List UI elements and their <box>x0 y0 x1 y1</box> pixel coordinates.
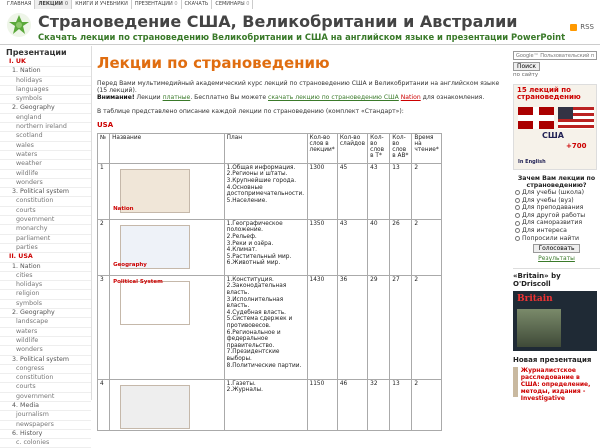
cell-plan <box>224 379 307 430</box>
cell-name <box>110 275 225 379</box>
cell-time: 2 <box>412 275 442 379</box>
new-presentation[interactable] <box>513 367 600 402</box>
plan-item: 2.Рельеф. <box>226 234 257 240</box>
table-row <box>98 275 442 379</box>
poll-option-label: Для саморазвития <box>522 219 583 227</box>
promo-line2: страноведению <box>517 93 581 101</box>
nav-books[interactable]: КНИГИ И УЧЕБНИКИ <box>72 0 132 9</box>
sidebar-item[interactable]: monarchy <box>0 225 91 234</box>
section-usa: USA <box>97 120 114 129</box>
sidebar-item[interactable]: 1. Nation <box>0 67 91 76</box>
nav-presentations[interactable] <box>132 0 182 9</box>
cell-plan <box>224 275 307 379</box>
poll-option[interactable] <box>513 219 600 227</box>
sidebar-item[interactable]: symbols <box>0 95 91 104</box>
cell-slides: 45 <box>337 163 367 219</box>
sidebar-item[interactable]: courts <box>0 383 91 392</box>
cell-t: 29 <box>368 275 390 379</box>
cell-plan <box>224 219 307 275</box>
poll-option-label: Для другой работы <box>522 211 586 219</box>
plan-item: 1.Общая информация. <box>226 164 296 171</box>
poll-option[interactable] <box>513 235 600 243</box>
col-ab: Кол-во слов в АВ* <box>390 133 412 163</box>
sidebar-item[interactable]: religion <box>0 290 91 299</box>
col-words: Кол-во слов в лекции* <box>307 133 337 163</box>
col-plan: План <box>224 133 307 163</box>
book-cover-title: Britain <box>517 294 553 305</box>
sidebar-item[interactable]: congress <box>0 365 91 374</box>
poll-options <box>513 189 600 242</box>
sidebar-item[interactable]: wildlife <box>0 170 91 179</box>
sidebar-list <box>0 58 91 448</box>
cell-name <box>110 219 225 275</box>
sidebar-item[interactable]: wonders <box>0 179 91 188</box>
presentations-sidebar <box>0 46 92 447</box>
radio-icon[interactable] <box>515 190 520 195</box>
cell-time: 2 <box>412 163 442 219</box>
main-content <box>93 46 511 400</box>
cell-words: 1300 <box>307 163 337 219</box>
radio-icon[interactable] <box>515 228 520 233</box>
plan-item: 8.Политические партии. <box>226 362 302 369</box>
sidebar-item[interactable]: 4. Media <box>0 402 91 411</box>
sidebar-item[interactable]: england <box>0 114 91 123</box>
promo-line1: 15 лекций по <box>517 86 571 94</box>
cell-ab: 27 <box>390 275 412 379</box>
cell-slides: 43 <box>337 219 367 275</box>
lecture-name[interactable]: Nation <box>113 205 134 212</box>
sidebar-item[interactable]: waters <box>0 151 91 160</box>
sidebar-item[interactable]: newspapers <box>0 421 91 430</box>
sidebar-item[interactable]: courts <box>0 207 91 216</box>
sidebar-item[interactable]: c. colonies <box>0 439 91 448</box>
poll-option-label: Для интереса <box>522 226 567 234</box>
cell-ab: 26 <box>390 219 412 275</box>
lecture-thumbnail[interactable] <box>113 169 190 213</box>
nav-lectures[interactable] <box>35 0 72 9</box>
cell-time: 2 <box>412 219 442 275</box>
lectures-table <box>97 133 442 431</box>
rss-icon <box>570 24 577 31</box>
cell-slides: 36 <box>337 275 367 379</box>
promo-title <box>517 87 581 101</box>
cell-name <box>110 163 225 219</box>
cell-number: 2 <box>98 219 110 275</box>
table-row <box>98 219 442 275</box>
cell-time: 2 <box>412 379 442 430</box>
sidebar-item[interactable]: weather <box>0 160 91 169</box>
sidebar-item[interactable]: waters <box>0 328 91 337</box>
attention-post: для ознакомления. <box>420 94 485 102</box>
cell-words: 1150 <box>307 379 337 430</box>
poll-question: Зачем Вам лекции по страноведению? <box>517 175 596 189</box>
poll-option-label: Для учебы (вуз) <box>522 196 574 204</box>
cell-number: 4 <box>98 379 110 430</box>
nav-lectures-count: 0 <box>64 1 69 7</box>
book-cover-photo <box>517 309 561 347</box>
attention-mid: . Бесплатно Вы можете <box>190 94 269 102</box>
plan-item: 3.Реки и озёра. <box>226 240 274 247</box>
sidebar-item[interactable]: wildlife <box>0 337 91 346</box>
plan-item: 5.Система сдержек и противовесов. <box>226 316 293 329</box>
plan-item: 4.Судебная власть. <box>226 309 286 316</box>
plan-item: 5.Население. <box>226 197 268 204</box>
plan-item: 6.Региональное и федеральное правительство. <box>226 329 281 349</box>
promo-usa: США <box>542 131 564 140</box>
cell-ab: 13 <box>390 163 412 219</box>
sidebar-item[interactable]: 3. Political system <box>0 188 91 197</box>
lecture-name[interactable]: Political System <box>113 278 163 285</box>
sidebar-item[interactable]: government <box>0 393 91 402</box>
cell-ab: 13 <box>390 379 412 430</box>
sidebar-item[interactable]: northern ireland <box>0 123 91 132</box>
right-sidebar <box>513 46 600 403</box>
plan-item: 4.Основные достопримечательности. <box>226 184 305 198</box>
uk-flag-icon <box>518 107 554 129</box>
table-intro: В таблице представлено описание каждой лекции по страноведению (комплект «Стандарт»): <box>97 107 404 115</box>
rss-link[interactable] <box>570 23 594 31</box>
sidebar-item[interactable]: 3. Political system <box>0 356 91 365</box>
sidebar-item[interactable]: constitution <box>0 197 91 206</box>
col-time: Время на чтение* <box>412 133 442 163</box>
book-title: «Britain» by O'Driscoll <box>513 272 561 288</box>
us-flag-icon <box>558 107 594 129</box>
sidebar-item[interactable]: holidays <box>0 281 91 290</box>
sidebar-item[interactable]: wales <box>0 142 91 151</box>
col-t: Кол-во слов в Т* <box>368 133 390 163</box>
nav-seminars-count: 0 <box>246 1 250 7</box>
table-header-row <box>98 133 442 163</box>
intro-text: Перед Вами мультимедийный академический курс лекций по страноведению США и Великобритании на английском языке (15 лекций). <box>97 80 500 95</box>
promo-english: In English <box>518 159 546 165</box>
site-subtitle: Скачать лекции по страноведению Великобритании и США на английском языке и презентации PowerPoint <box>38 32 566 42</box>
cell-t: 40 <box>368 219 390 275</box>
col-slides: Кол-во слайдов <box>337 133 367 163</box>
search-input[interactable] <box>513 51 597 60</box>
top-nav <box>0 0 600 9</box>
sidebar-item[interactable]: wonders <box>0 346 91 355</box>
lecture-name[interactable]: Geography <box>113 261 147 268</box>
free-lecture-link[interactable]: скачать лекцию по страноведению США <box>268 94 399 102</box>
sidebar-item[interactable]: 1. Nation <box>0 263 91 272</box>
lecture-thumbnail[interactable] <box>113 225 190 269</box>
lecture-thumbnail[interactable] <box>113 278 190 325</box>
sidebar-item[interactable]: 6. History <box>0 430 91 439</box>
cell-t: 43 <box>368 163 390 219</box>
plan-item: 2.Законодательная власть. <box>226 283 287 296</box>
cell-name <box>110 379 225 430</box>
plan-item: 7.Президентские выборы. <box>226 349 280 362</box>
rss-label: RSS <box>580 23 594 31</box>
sidebar-item[interactable]: government <box>0 216 91 225</box>
table-row <box>98 379 442 430</box>
search-note: по сайту <box>513 72 539 78</box>
divider <box>513 268 600 269</box>
attention-text <box>97 94 507 101</box>
plan-item: 3.Исполнительная власть. <box>226 296 284 310</box>
sidebar-item[interactable]: constitution <box>0 374 91 383</box>
cell-number: 3 <box>98 275 110 379</box>
poll-option[interactable] <box>513 212 600 220</box>
poll-option-label: Попросили найти <box>522 234 580 242</box>
results-link[interactable]: Результаты <box>538 255 575 263</box>
cell-words: 1350 <box>307 219 337 275</box>
plan-item: 5.Растительный мир. <box>226 253 292 260</box>
sidebar-item[interactable]: journalism <box>0 411 91 420</box>
new-presentation-thumb <box>513 367 518 397</box>
plan-item: 3.Крупнейшие города. <box>226 178 297 184</box>
promo-banner[interactable] <box>513 84 597 170</box>
search-button[interactable]: Поиск <box>513 62 540 71</box>
sidebar-item[interactable]: II. USA <box>0 253 91 262</box>
radio-icon[interactable] <box>515 221 520 226</box>
plan-item: 2.Журналы. <box>226 387 264 394</box>
table-row <box>98 163 442 219</box>
poll-option-label: Для преподавания <box>522 204 584 212</box>
lecture-thumbnail[interactable] <box>120 385 190 429</box>
plan-item: 2.Регионы и штаты. <box>226 171 288 178</box>
nav-presentations-count: 0 <box>174 1 178 7</box>
sidebar-item[interactable]: 2. Geography <box>0 104 91 113</box>
nav-download[interactable]: СКАЧАТЬ <box>182 0 213 9</box>
site-logo-icon[interactable] <box>6 12 32 38</box>
cell-number: 1 <box>98 163 110 219</box>
nav-lectures-label: ЛЕКЦИИ <box>38 1 63 7</box>
plan-item: 4.Климат. <box>226 247 257 254</box>
nation-link[interactable]: Nation <box>400 94 421 102</box>
sidebar-item[interactable]: scotland <box>0 132 91 141</box>
sidebar-item[interactable]: cities <box>0 272 91 281</box>
sidebar-item[interactable]: parties <box>0 244 91 253</box>
poll-option[interactable] <box>513 189 600 197</box>
poll-option[interactable] <box>513 197 600 205</box>
radio-icon[interactable] <box>515 236 520 241</box>
nav-seminars[interactable] <box>212 0 253 9</box>
sidebar-item[interactable]: languages <box>0 86 91 95</box>
plan-item: 1.Конституция. <box>226 276 274 283</box>
book-cover[interactable] <box>513 291 597 351</box>
site-header <box>0 9 600 45</box>
sidebar-item[interactable]: parliament <box>0 235 91 244</box>
poll-option[interactable] <box>513 227 600 235</box>
sidebar-item[interactable]: I. UK <box>0 58 91 67</box>
table-body <box>98 163 442 430</box>
poll-option[interactable] <box>513 204 600 212</box>
cell-words: 1430 <box>307 275 337 379</box>
site-title[interactable]: Страноведение США, Великобритании и Австралии <box>38 12 518 31</box>
sidebar-title: Презентации <box>6 48 67 57</box>
nav-seminars-label: СЕМИНАРЫ <box>215 1 245 7</box>
paid-link[interactable]: платные <box>162 94 191 102</box>
nav-home[interactable]: ГЛАВНАЯ <box>4 0 35 9</box>
promo-more: +700 <box>566 142 587 150</box>
cell-t: 32 <box>368 379 390 430</box>
plan-item: 1.Географическое положение. <box>226 220 283 234</box>
page-title: Лекции по страноведению <box>97 54 330 72</box>
new-presentation-title: Новая презентация <box>513 356 592 365</box>
vote-button[interactable]: Голосовать <box>533 244 579 253</box>
sidebar-item[interactable]: landscape <box>0 318 91 327</box>
sidebar-item[interactable]: holidays <box>0 77 91 86</box>
col-number: № <box>98 133 110 163</box>
radio-icon[interactable] <box>515 198 520 203</box>
radio-icon[interactable] <box>515 205 520 210</box>
new-presentation-text: Журналистское расследование в США: определение, методы, издания - Investigative <box>520 367 591 403</box>
cell-slides: 46 <box>337 379 367 430</box>
nav-presentations-label: ПРЕЗЕНТАЦИИ <box>134 1 173 7</box>
radio-icon[interactable] <box>515 213 520 218</box>
plan-item: 6.Животный мир. <box>226 260 281 267</box>
plan-item: 1.Газеты. <box>226 380 256 387</box>
attention-label: Внимание! <box>97 94 135 102</box>
col-name: Название <box>110 133 225 163</box>
attention-pre: Лекции <box>134 94 163 102</box>
sidebar-item[interactable]: symbols <box>0 300 91 309</box>
cell-plan <box>224 163 307 219</box>
sidebar-item[interactable]: 2. Geography <box>0 309 91 318</box>
poll-option-label: Для учебы (школа) <box>522 189 585 196</box>
